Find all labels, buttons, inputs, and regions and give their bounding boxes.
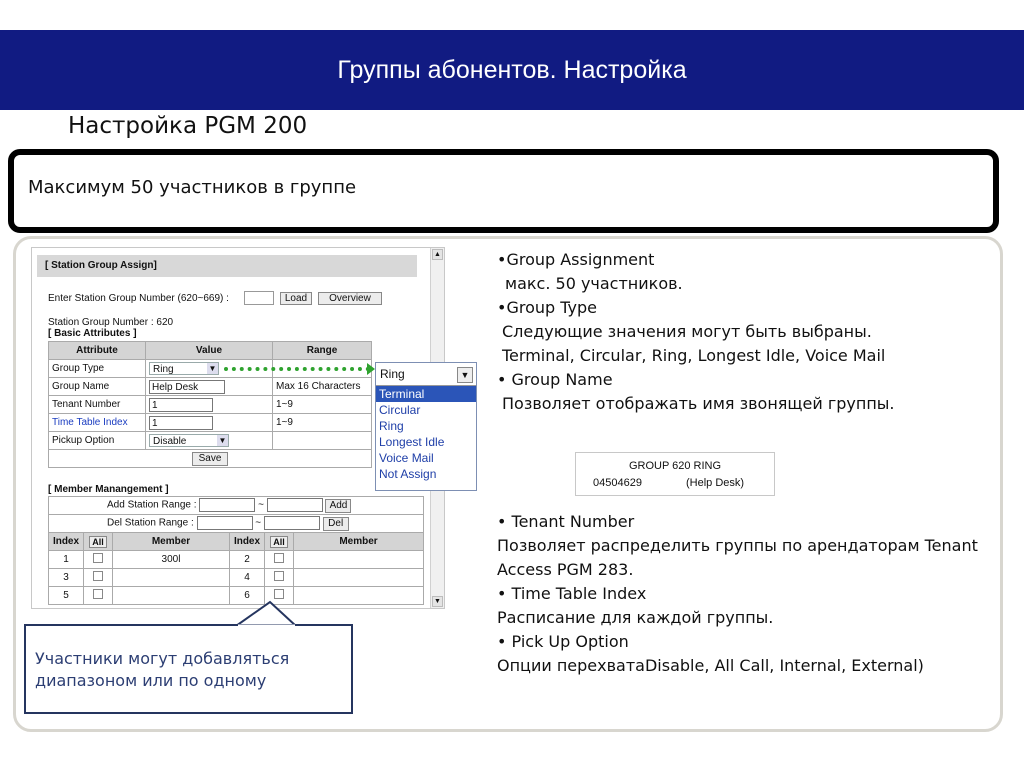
dropdown-option-terminal[interactable]: Terminal (376, 386, 476, 402)
del-range-row (49, 515, 424, 533)
note-desc: Access PGM 283. (497, 560, 634, 579)
dropdown-option-not-assign[interactable]: Not Assign (379, 467, 437, 481)
attr-name: Pickup Option (49, 432, 146, 450)
attr-row-time-table-index (49, 414, 372, 432)
member-value (294, 587, 424, 605)
bullet: • (497, 512, 507, 531)
member-index: 1 (49, 551, 84, 569)
scroll-down-icon[interactable]: ▼ (432, 596, 443, 607)
attr-header-range: Range (273, 342, 372, 360)
del-button[interactable]: Del (323, 517, 349, 531)
note-tenant-number (497, 510, 978, 534)
max-members-text: Максимум 50 участников в группе (28, 177, 357, 198)
note-group-name (497, 368, 895, 392)
attr-row-tenant-number (49, 396, 372, 414)
add-range-label: Add Station Range : (107, 499, 197, 511)
bullet: • (497, 370, 507, 389)
add-button[interactable]: Add (325, 499, 351, 513)
member-row (49, 569, 424, 587)
member-header-member: Member (113, 533, 230, 551)
add-range-to-input[interactable] (267, 498, 323, 512)
dropdown-option-circular[interactable]: Circular (379, 403, 421, 417)
arrow-head-icon (367, 363, 375, 375)
attr-name: Group Type (49, 360, 146, 378)
member-checkbox[interactable] (274, 589, 284, 599)
tenant-number-input[interactable]: 1 (149, 398, 213, 412)
range-separator: ~ (258, 499, 264, 511)
display-number: 04504629 (593, 477, 642, 489)
attr-range: 1~9 (273, 414, 372, 432)
note-desc: Расписание для каждой группы. (497, 608, 774, 627)
note-pickup-option (497, 630, 978, 654)
select-all-button[interactable]: All (89, 536, 107, 548)
member-index: 4 (230, 569, 265, 587)
member-management-title: [ Member Manangement ] (48, 484, 169, 495)
del-range-label: Del Station Range : (107, 517, 194, 529)
note-title: Tenant Number (511, 512, 635, 531)
bullet: • (497, 584, 507, 603)
dropdown-selected-value: Ring (380, 367, 405, 381)
add-range-row (49, 497, 424, 515)
member-value (294, 551, 424, 569)
member-checkbox[interactable] (93, 589, 103, 599)
member-header-member: Member (294, 533, 424, 551)
chevron-down-icon[interactable]: ▼ (218, 436, 227, 445)
subtitle: Настройка PGM 200 (68, 113, 308, 139)
member-row (49, 587, 424, 605)
save-button[interactable]: Save (192, 452, 228, 466)
member-value (113, 569, 230, 587)
member-value (294, 569, 424, 587)
bullet: • (497, 632, 507, 651)
dropdown-selected[interactable] (376, 363, 476, 386)
note-desc: Следующие значения могут быть выбраны. (502, 322, 872, 341)
chevron-down-icon[interactable]: ▼ (208, 364, 217, 373)
attr-range: 1~9 (273, 396, 372, 414)
time-table-index-input[interactable]: 1 (149, 416, 213, 430)
attr-name: Group Name (49, 378, 146, 396)
lcd-display-box (575, 452, 775, 496)
group-type-dropdown[interactable] (375, 362, 477, 491)
group-type-value: Ring (153, 364, 174, 375)
enter-group-label: Enter Station Group Number (620~669) : (48, 293, 229, 304)
scroll-up-icon[interactable]: ▲ (432, 249, 443, 260)
load-button[interactable]: Load (280, 292, 312, 305)
member-checkbox[interactable] (274, 553, 284, 563)
member-checkbox[interactable] (93, 571, 103, 581)
del-range-from-input[interactable] (197, 516, 253, 530)
attr-header-attribute: Attribute (49, 342, 146, 360)
note-group-assignment (497, 248, 895, 272)
display-line-1: GROUP 620 RING (628, 460, 722, 472)
group-number-input[interactable] (244, 291, 274, 305)
attr-name: Time Table Index (49, 414, 146, 432)
attribute-notes-2 (497, 510, 978, 678)
member-header-index: Index (49, 533, 84, 551)
note-title: Group Assignment (506, 250, 655, 269)
note-title: Group Type (506, 298, 597, 317)
note-desc: Позволяет распределить группы по арендаторам Tenant (497, 536, 978, 555)
note-title: Group Name (511, 370, 613, 389)
callout-text (35, 648, 289, 692)
note-desc: Terminal, Circular, Ring, Longest Idle, Voice Mail (502, 346, 886, 365)
member-index: 3 (49, 569, 84, 587)
note-title: Pick Up Option (511, 632, 629, 651)
member-value (113, 587, 230, 605)
range-callout (24, 624, 353, 714)
add-range-from-input[interactable] (199, 498, 255, 512)
note-desc: Опции перехватаDisable, All Call, Internal, External) (497, 656, 924, 675)
save-row (49, 450, 372, 468)
station-group-assign-header: [ Station Group Assign] (37, 255, 417, 277)
member-value: 300l (113, 551, 230, 569)
member-management-table (48, 496, 424, 605)
group-name-input[interactable]: Help Desk (149, 380, 225, 394)
attr-range (273, 432, 372, 450)
bullet: • (497, 250, 507, 269)
attr-header-value: Value (146, 342, 273, 360)
chevron-down-icon[interactable]: ▼ (457, 367, 473, 383)
dropdown-option-voice-mail[interactable]: Voice Mail (379, 451, 434, 465)
member-checkbox[interactable] (93, 553, 103, 563)
note-desc: Позволяет отображать имя звонящей группы. (502, 394, 895, 413)
overview-button[interactable]: Overview (318, 292, 382, 305)
basic-attributes-title: [ Basic Attributes ] (48, 328, 137, 339)
pickup-option-select[interactable] (149, 434, 229, 447)
group-number-label: Station Group Number : 620 (48, 317, 174, 328)
display-name: (Help Desk) (686, 477, 745, 489)
attr-name: Tenant Number (49, 396, 146, 414)
note-time-table-index (497, 582, 978, 606)
member-header-index: Index (230, 533, 265, 551)
callout-line-1: Участники могут добавляться (35, 649, 290, 668)
member-checkbox[interactable] (274, 571, 284, 581)
attr-header-row (49, 342, 372, 360)
attribute-notes (497, 248, 895, 416)
max-members-box (8, 149, 999, 233)
page-title: Группы абонентов. Настройка (337, 55, 687, 84)
callout-line-2: диапазоном или по одному (35, 671, 267, 690)
member-index: 5 (49, 587, 84, 605)
dropdown-option-longest-idle[interactable]: Longest Idle (379, 435, 445, 449)
bullet: • (497, 298, 507, 317)
attr-range: Max 16 Characters (273, 378, 372, 396)
attr-row-pickup-option (49, 432, 372, 450)
basic-attributes-table (48, 341, 372, 468)
group-type-select[interactable] (149, 362, 219, 375)
member-index: 6 (230, 587, 265, 605)
del-range-to-input[interactable] (264, 516, 320, 530)
title-banner (0, 30, 1024, 110)
select-all-button[interactable]: All (270, 536, 288, 548)
note-title: Time Table Index (511, 584, 647, 603)
dropdown-option-ring[interactable]: Ring (379, 419, 404, 433)
dotted-arrow-line (224, 367, 370, 371)
member-header-row (49, 533, 424, 551)
note-group-type (497, 296, 895, 320)
attr-row-group-name (49, 378, 372, 396)
member-index: 2 (230, 551, 265, 569)
note-desc: макс. 50 участников. (505, 274, 683, 293)
member-row (49, 551, 424, 569)
pickup-option-value: Disable (153, 436, 187, 447)
range-separator: ~ (255, 517, 262, 529)
